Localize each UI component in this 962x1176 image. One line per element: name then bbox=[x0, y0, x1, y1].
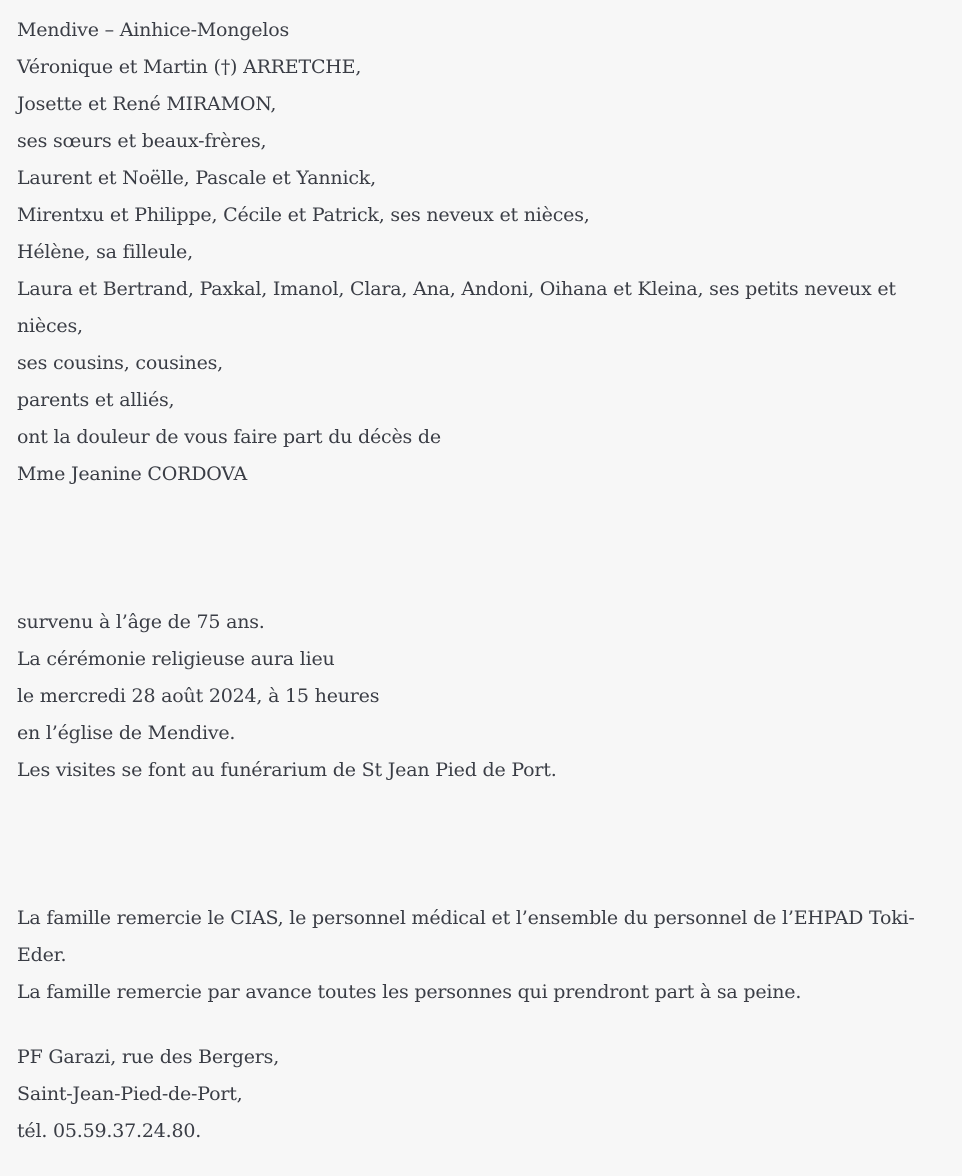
family-line: Josette et René MIRAMON, bbox=[17, 93, 277, 115]
announcement-line: ont la douleur de vous faire part du décès de bbox=[17, 426, 441, 448]
thanks-line: La famille remercie le CIAS, le personnel médical et l’ensemble du personnel de l’EHPAD Toki- bbox=[17, 907, 915, 929]
ceremony-date: le mercredi 28 août 2024, à 15 heures bbox=[17, 685, 380, 707]
family-line: Mirentxu et Philippe, Cécile et Patrick, ses neveux et nièces, bbox=[17, 204, 590, 226]
family-line: ses sœurs et beaux-frères, bbox=[17, 130, 267, 152]
family-line: Hélène, sa filleule, bbox=[17, 241, 193, 263]
family-line: parents et alliés, bbox=[17, 389, 175, 411]
obituary-notice bbox=[17, 12, 917, 1150]
ceremony-place: en l’église de Mendive. bbox=[17, 722, 236, 744]
age-line: survenu à l’âge de 75 ans. bbox=[17, 611, 265, 633]
ceremony-line: La cérémonie religieuse aura lieu bbox=[17, 648, 335, 670]
grand-nephews-line: Laura et Bertrand, Paxkal, Imanol, Clara, Ana, Andoni, Oihana et Kleina, ses petits neveux et bbox=[17, 278, 896, 300]
spacer bbox=[17, 1011, 917, 1039]
family-line: Laurent et Noëlle, Pascale et Yannick, bbox=[17, 167, 376, 189]
location-line: Mendive – Ainhice-Mongelos bbox=[17, 19, 289, 41]
deceased-name: Mme Jeanine CORDOVA bbox=[17, 463, 248, 485]
spacer bbox=[17, 493, 917, 604]
grand-nephews-line-cont: nièces, bbox=[17, 315, 83, 337]
thanks-line-cont: Eder. bbox=[17, 944, 67, 966]
funeral-home-city: Saint-Jean-Pied-de-Port, bbox=[17, 1083, 243, 1105]
funeral-home-name: PF Garazi, rue des Bergers, bbox=[17, 1046, 280, 1068]
family-line: Véronique et Martin (†) ARRETCHE, bbox=[17, 56, 362, 78]
spacer bbox=[17, 789, 917, 900]
thanks-line: La famille remercie par avance toutes les personnes qui prendront part à sa peine. bbox=[17, 981, 802, 1003]
visits-line: Les visites se font au funérarium de St Jean Pied de Port. bbox=[17, 759, 557, 781]
funeral-home-phone: tél. 05.59.37.24.80. bbox=[17, 1120, 202, 1142]
family-line: ses cousins, cousines, bbox=[17, 352, 224, 374]
